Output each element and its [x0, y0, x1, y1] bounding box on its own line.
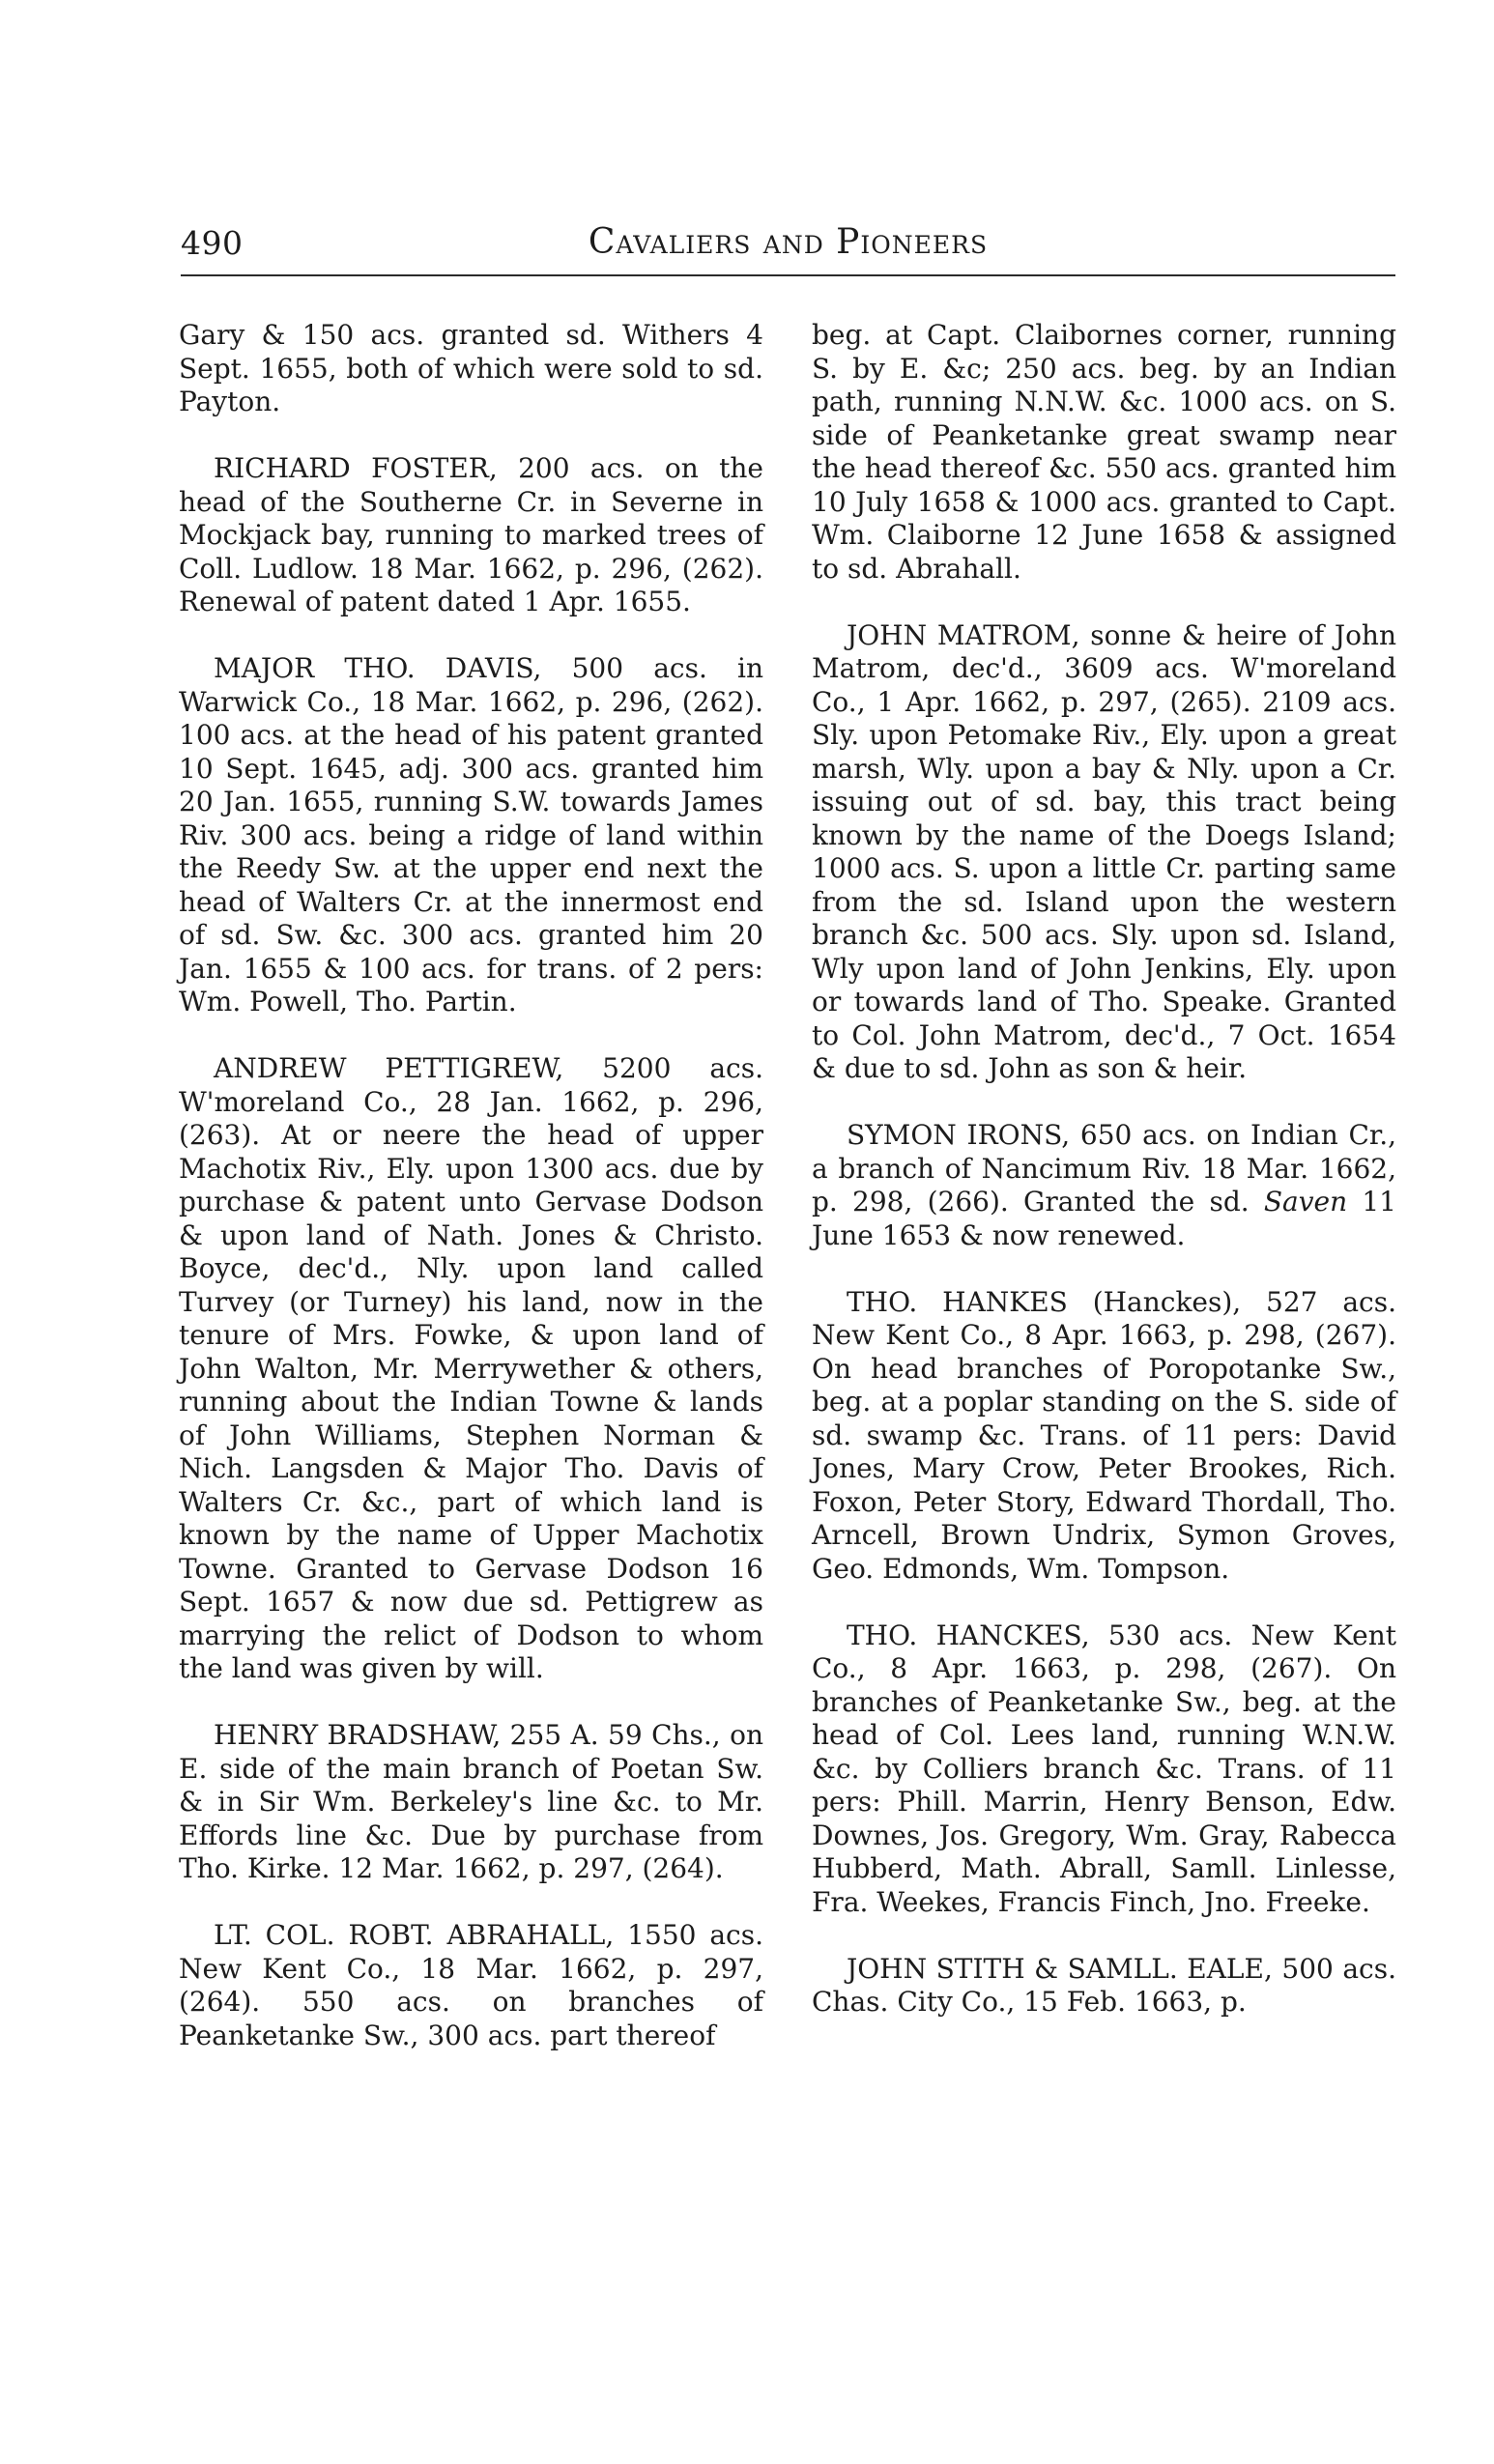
- page-number: 490: [181, 224, 244, 262]
- running-header: [181, 220, 1395, 276]
- entry-robt-abrahall: LT. COL. ROBT. ABRAHALL, 1550 acs. New Kent Co., 18 Mar. 1662, p. 297, (264). 550 acs. on branches of Peanketanke Sw., 300 acs. part thereof: [179, 1919, 763, 2051]
- running-title: Cavaliers and Pioneers: [588, 222, 989, 262]
- entry-abrahall-continuation: beg. at Capt. Claibornes corner, running S. by E. &c; 250 acs. beg. by an Indian path, running N.N.W. &c. 1000 acs. on S. side of Peanketanke great swamp near the head thereof &c. 550 acs. granted him 10 July 1658 & 1000 acs. granted to Capt. Wm. Claiborne 12 June 1658 & assigned to sd. Abrahall.: [812, 319, 1396, 585]
- entry-tho-hankes: THO. HANKES (Hanckes), 527 acs. New Kent Co., 8 Apr. 1663, p. 298, (267). On head branches of Poropotanke Sw., beg. at a poplar standing on the S. side of sd. swamp &c. Trans. of 11 pers: David Jones, Mary Crow, Peter Brookes, Rich. Foxon, Peter Story, Edward Thordall, Tho. Arncell, Brown Undrix, Symon Groves, Geo. Edmonds, Wm. Tompson.: [812, 1285, 1396, 1585]
- entry-symon-irons-text-a: SYMON IRONS, 650 acs. on Indian Cr., a branch of Nancimum Riv. 18 Mar. 1662, p. 298, (266). Granted the sd.: [812, 1119, 1396, 1218]
- entry-john-stith: JOHN STITH & SAMLL. EALE, 500 acs. Chas. City Co., 15 Feb. 1663, p.: [812, 1952, 1396, 2018]
- entry-richard-foster: RICHARD FOSTER, 200 acs. on the head of the Southerne Cr. in Severne in Mockjack bay, running to marked trees of Coll. Ludlow. 18 Mar. 1662, p. 296, (262). Renewal of patent dated 1 Apr. 1655.: [179, 452, 763, 617]
- entry-andrew-pettigrew: ANDREW PETTIGREW, 5200 acs. W'moreland Co., 28 Jan. 1662, p. 296, (263). At or neere the head of upper Machotix Riv., Ely. upon 1300 acs. due by purchase & patent unto Gervase Dodson & upon land of Nath. Jones & Christo. Boyce, dec'd., Nly. upon land called Turvey (or Turney) his land, now in the tenure of Mrs. Fowke, & upon land of John Walton, Mr. Merrywether & others, running about the Indian Towne & lands of John Williams, Stephen Norman & Nich. Langsden & Major Tho. Davis of Walters Cr. &c., part of which land is known by the name of Upper Machotix Towne. Granted to Gervase Dodson 16 Sept. 1657 & now due sd. Pettigrew as marrying the relict of Dodson to whom the land was given by will.: [179, 1052, 763, 1684]
- entry-tho-hanckes: THO. HANCKES, 530 acs. New Kent Co., 8 Apr. 1663, p. 298, (267). On branches of Peanketanke Sw., beg. at the head of Col. Lees land, running W.N.W. &c. by Colliers branch &c. Trans. of 11 pers: Phill. Marrin, Henry Benson, Edw. Downes, Jos. Gregory, Wm. Gray, Rabecca Hubberd, Math. Abrall, Samll. Linlesse, Fra. Weekes, Francis Finch, Jno. Freeke.: [812, 1619, 1396, 1918]
- entry-symon-irons-text-b: 11 June 1653 & now renewed.: [812, 1186, 1396, 1251]
- entry-continuation: Gary & 150 acs. granted sd. Withers 4 Sept. 1655, both of which were sold to sd. Payton.: [179, 319, 763, 417]
- entry-symon-irons: [812, 1119, 1396, 1252]
- entry-john-matrom: JOHN MATROM, sonne & heire of John Matrom, dec'd., 3609 acs. W'moreland Co., 1 Apr. 1662, p. 297, (265). 2109 acs. Sly. upon Petomake Riv., Ely. upon a great marsh, Wly. upon a bay & Nly. upon a Cr. issuing out of sd. bay, this tract being known by the name of the Doegs Island; 1000 acs. S. upon a little Cr. parting same from the sd. Island upon the western branch &c. 500 acs. Sly. upon sd. Island, Wly upon land of John Jenkins, Ely. upon or towards land of Tho. Speake. Granted to Col. John Matrom, dec'd., 7 Oct. 1654 & due to sd. John as son & heir.: [812, 618, 1396, 1084]
- entry-symon-irons-italic: Saven: [1263, 1186, 1348, 1218]
- entry-henry-bradshaw: HENRY BRADSHAW, 255 A. 59 Chs., on E. side of the main branch of Poetan Sw. & in Sir Wm. Berkeley's line &c. to Mr. Effords line &c. Due by purchase from Tho. Kirke. 12 Mar. 1662, p. 297, (264).: [179, 1719, 763, 1884]
- right-column: [812, 319, 1396, 2052]
- entry-major-tho-davis: MAJOR THO. DAVIS, 500 acs. in Warwick Co., 18 Mar. 1662, p. 296, (262). 100 acs. at the head of his patent granted 10 Sept. 1645, adj. 300 acs. granted him 20 Jan. 1655, running S.W. towards James Riv. 300 acs. being a ridge of land within the Reedy Sw. at the upper end next the head of Walters Cr. at the innermost end of sd. Sw. &c. 300 acs. granted him 20 Jan. 1655 & 100 acs. for trans. of 2 pers: Wm. Powell, Tho. Partin.: [179, 652, 763, 1017]
- left-column: [179, 319, 763, 2086]
